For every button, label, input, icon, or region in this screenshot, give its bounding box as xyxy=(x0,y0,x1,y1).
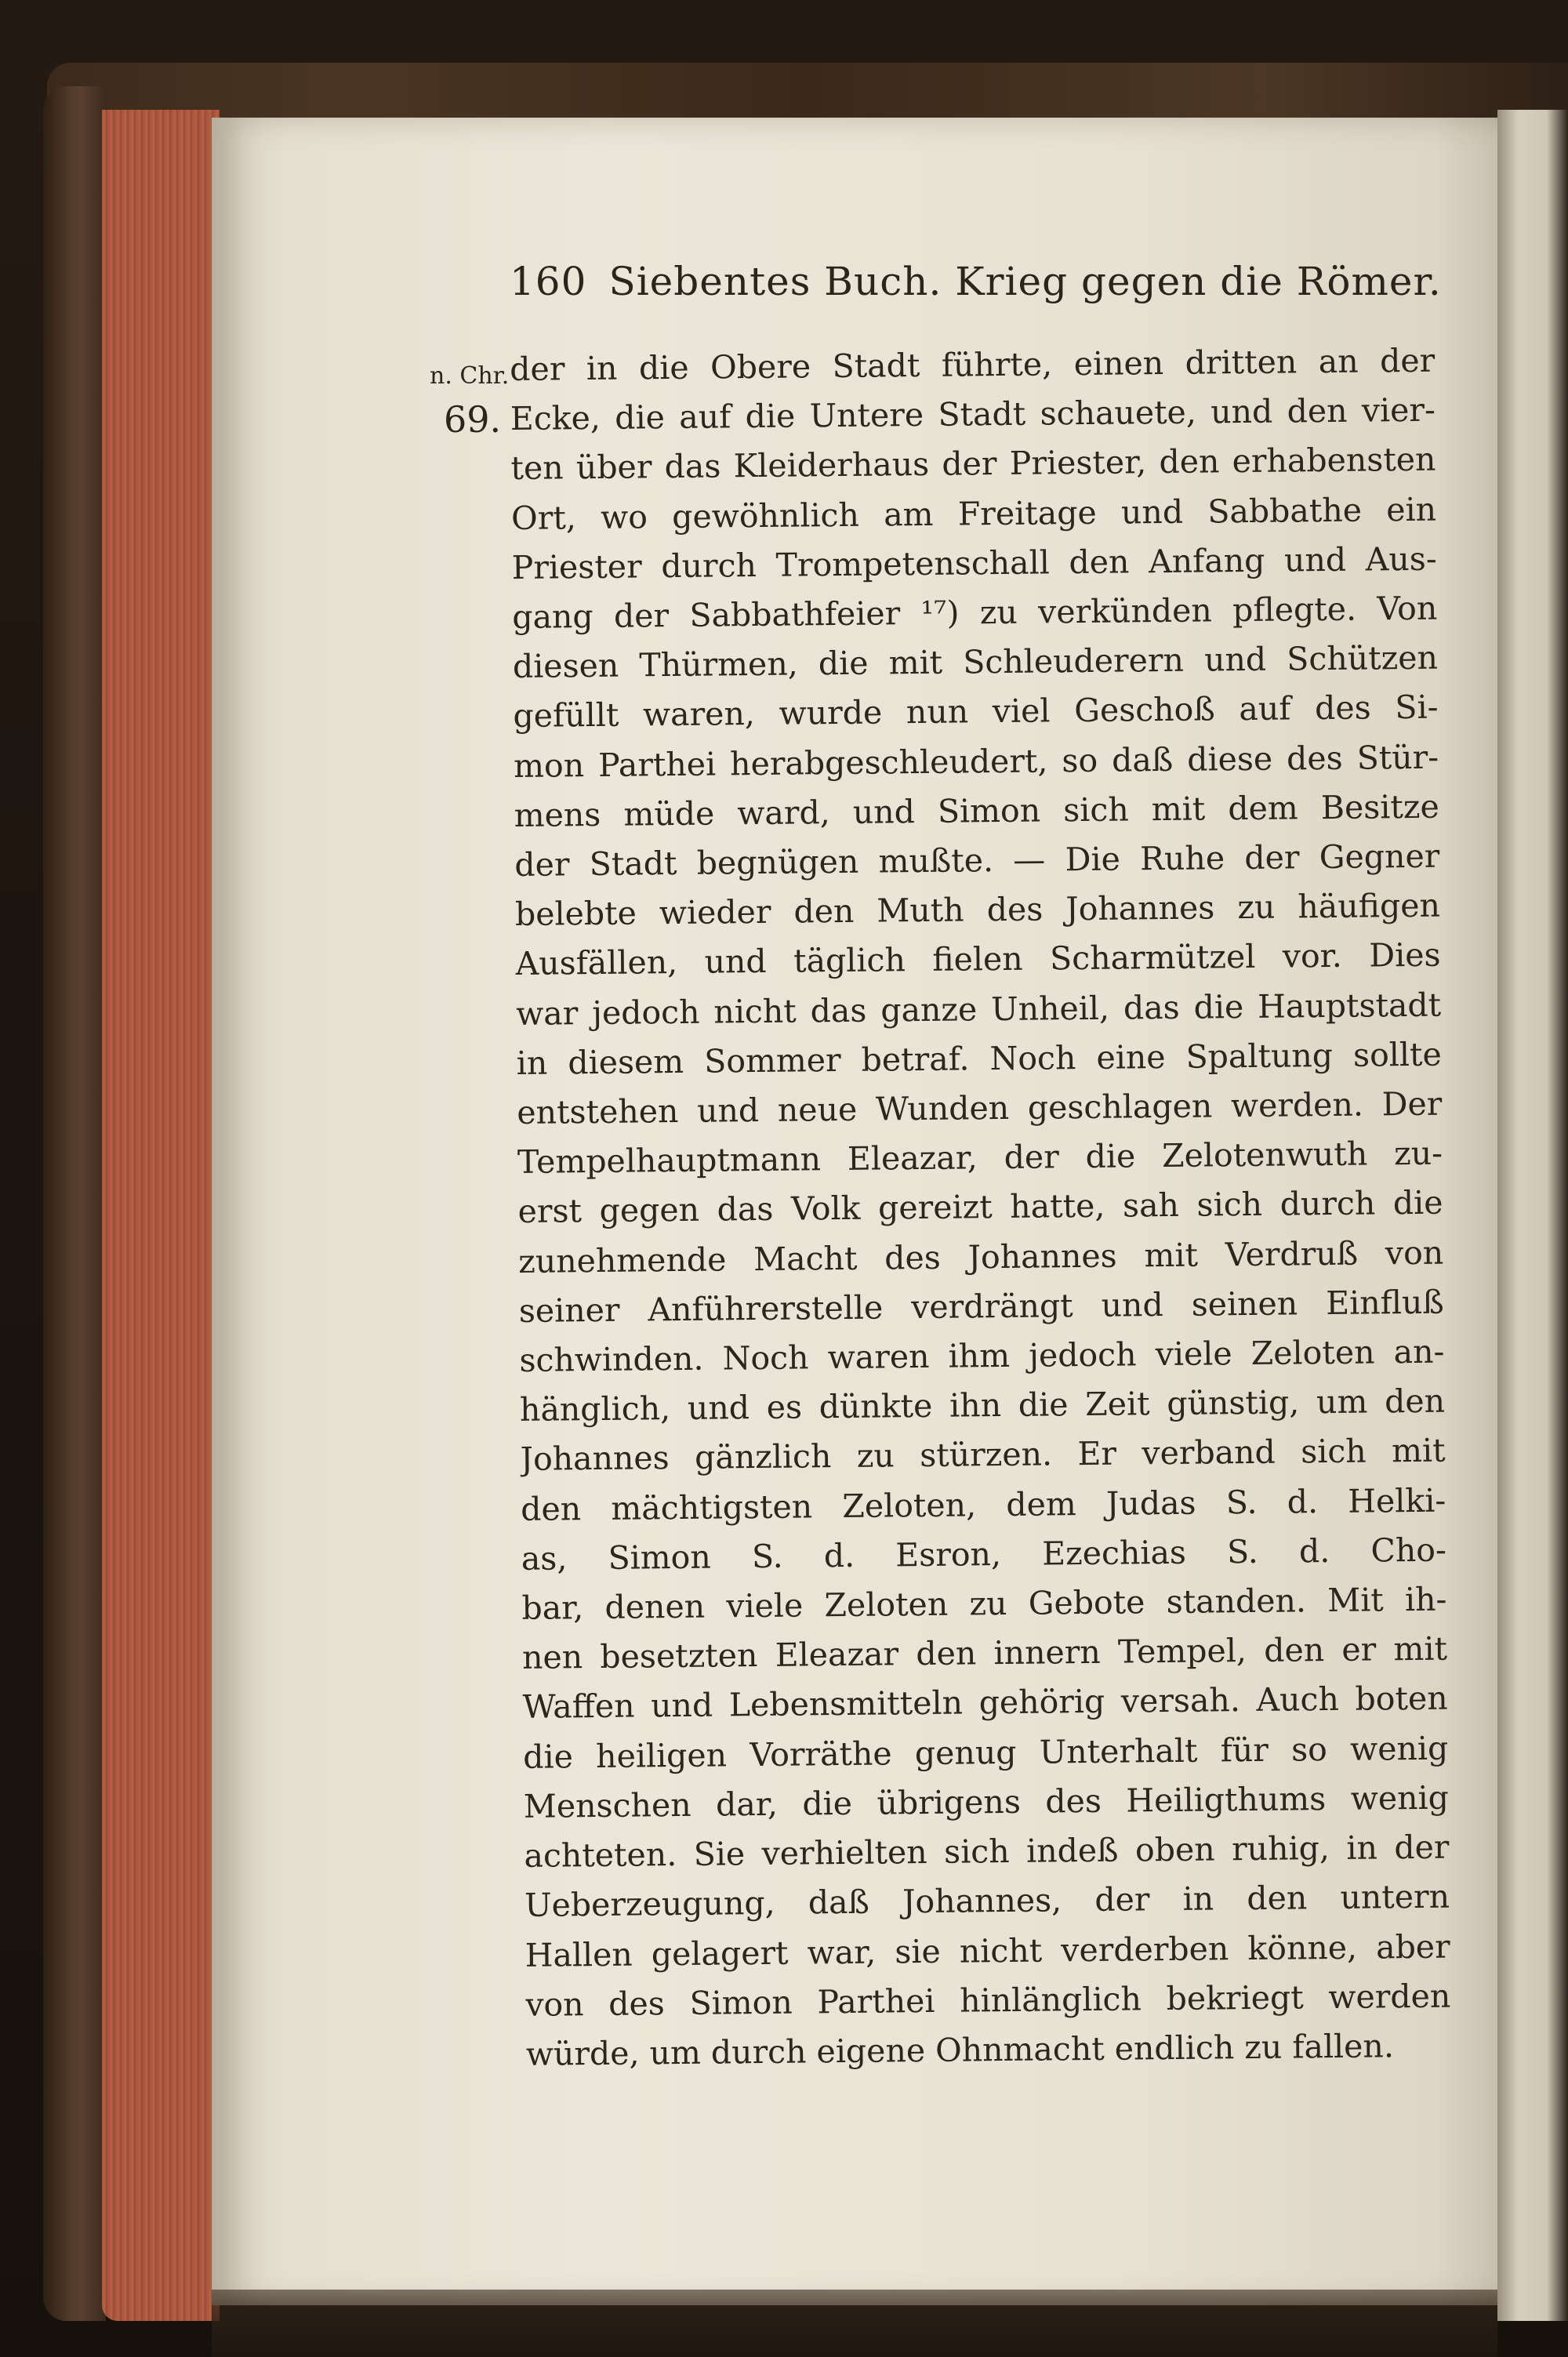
text-line: mens müde ward, und Simon sich mit dem Besitze xyxy=(514,787,1439,834)
text-line: entstehen und neue Wunden geschlagen werden. Der xyxy=(517,1084,1443,1132)
text-line: belebte wieder den Muth des Johannes zu häufigen xyxy=(514,886,1441,934)
text-line: Ecke, die auf die Untere Stadt schauete, und den vier- xyxy=(510,390,1436,438)
text-line: as, Simon S. d. Esron, Ezechias S. d. Cho- xyxy=(521,1531,1447,1578)
text-line: die heiligen Vorräthe genug Unterhalt für so wenig xyxy=(523,1729,1449,1776)
text-line: von des Simon Parthei hinlänglich bekriegt werden xyxy=(525,1977,1451,2024)
text-line: Priester durch Trompetenschall den Anfang und Aus- xyxy=(511,539,1437,587)
text-line: Hallen gelagert war, sie nicht verderben könne, aber xyxy=(524,1927,1450,1974)
text-line: Ort, wo gewöhnlich am Freitage und Sabbathe ein xyxy=(510,490,1437,537)
body-text xyxy=(510,336,1451,2079)
text-line: der in die Obere Stadt führte, einen dritten an der xyxy=(510,341,1436,388)
text-line: den mächtigsten Zeloten, dem Judas S. d. Helki- xyxy=(521,1481,1446,1528)
text-line: gang der Sabbathfeier ¹⁷) zu verkünden pflegte. Von xyxy=(512,589,1438,636)
text-line: erst gegen das Volk gereizt hatte, sah sich durch die xyxy=(517,1184,1443,1231)
text-line: mon Parthei herabgeschleudert, so daß diese des Stür- xyxy=(513,738,1439,785)
text-line: Menschen dar, die übrigens des Heiligthums wenig xyxy=(523,1778,1450,1825)
text-line: zunehmende Macht des Johannes mit Verdruß von xyxy=(517,1233,1444,1280)
running-header xyxy=(510,259,1442,304)
text-line: seiner Anführerstelle verdrängt und seinen Einfluß xyxy=(518,1283,1445,1330)
text-line: ten über das Kleiderhaus der Priester, den erhabensten xyxy=(510,441,1436,488)
running-title: Siebentes Buch. Krieg gegen die Römer. xyxy=(608,259,1442,304)
text-line: bar, denen viele Zeloten zu Gebote standen. Mit ih- xyxy=(521,1580,1447,1628)
margin-year: 69. xyxy=(444,398,502,441)
text-line: nen besetzten Eleazar den innern Tempel, den er mit xyxy=(521,1629,1448,1677)
text-line: hänglich, und es dünkte ihn die Zeit günstig, um den xyxy=(519,1382,1446,1429)
text-line: würde, um durch eigene Ohnmacht endlich zu fallen. xyxy=(525,2027,1395,2073)
margin-era: n. Chr. xyxy=(430,362,510,390)
text-line: war jedoch nicht das ganze Unheil, das die Hauptstadt xyxy=(515,986,1442,1033)
page-edges xyxy=(102,110,220,2321)
text-line: der Stadt begnügen mußte. — Die Ruhe der Gegner xyxy=(514,837,1440,884)
text-line: in diesem Sommer betraf. Noch eine Spaltung sollte xyxy=(516,1035,1442,1082)
text-line: gefüllt waren, wurde nun viel Geschoß auf des Si- xyxy=(513,688,1439,735)
adjacent-page-edge xyxy=(1497,110,1568,2321)
text-line: Ueberzeugung, daß Johannes, der in den untern xyxy=(524,1877,1450,1925)
text-line: diesen Thürmen, die mit Schleuderern und Schützen xyxy=(512,638,1439,686)
text-line: Waffen und Lebensmitteln gehörig versah. Auch boten xyxy=(522,1680,1448,1727)
bottom-shadow xyxy=(212,2290,1497,2357)
text-line: Johannes gänzlich zu stürzen. Er verband sich mit xyxy=(520,1432,1446,1479)
book-spine xyxy=(43,86,106,2321)
text-line: schwinden. Noch waren ihm jedoch viele Zeloten an- xyxy=(519,1332,1445,1380)
text-line: achteten. Sie verhielten sich indeß oben ruhig, in der xyxy=(524,1828,1450,1876)
page-number: 160 xyxy=(510,259,587,304)
text-line: Ausfällen, und täglich fielen Scharmützel vor. Dies xyxy=(515,936,1441,983)
text-line: Tempelhauptmann Eleazar, der die Zelotenwuth zu- xyxy=(517,1134,1443,1182)
